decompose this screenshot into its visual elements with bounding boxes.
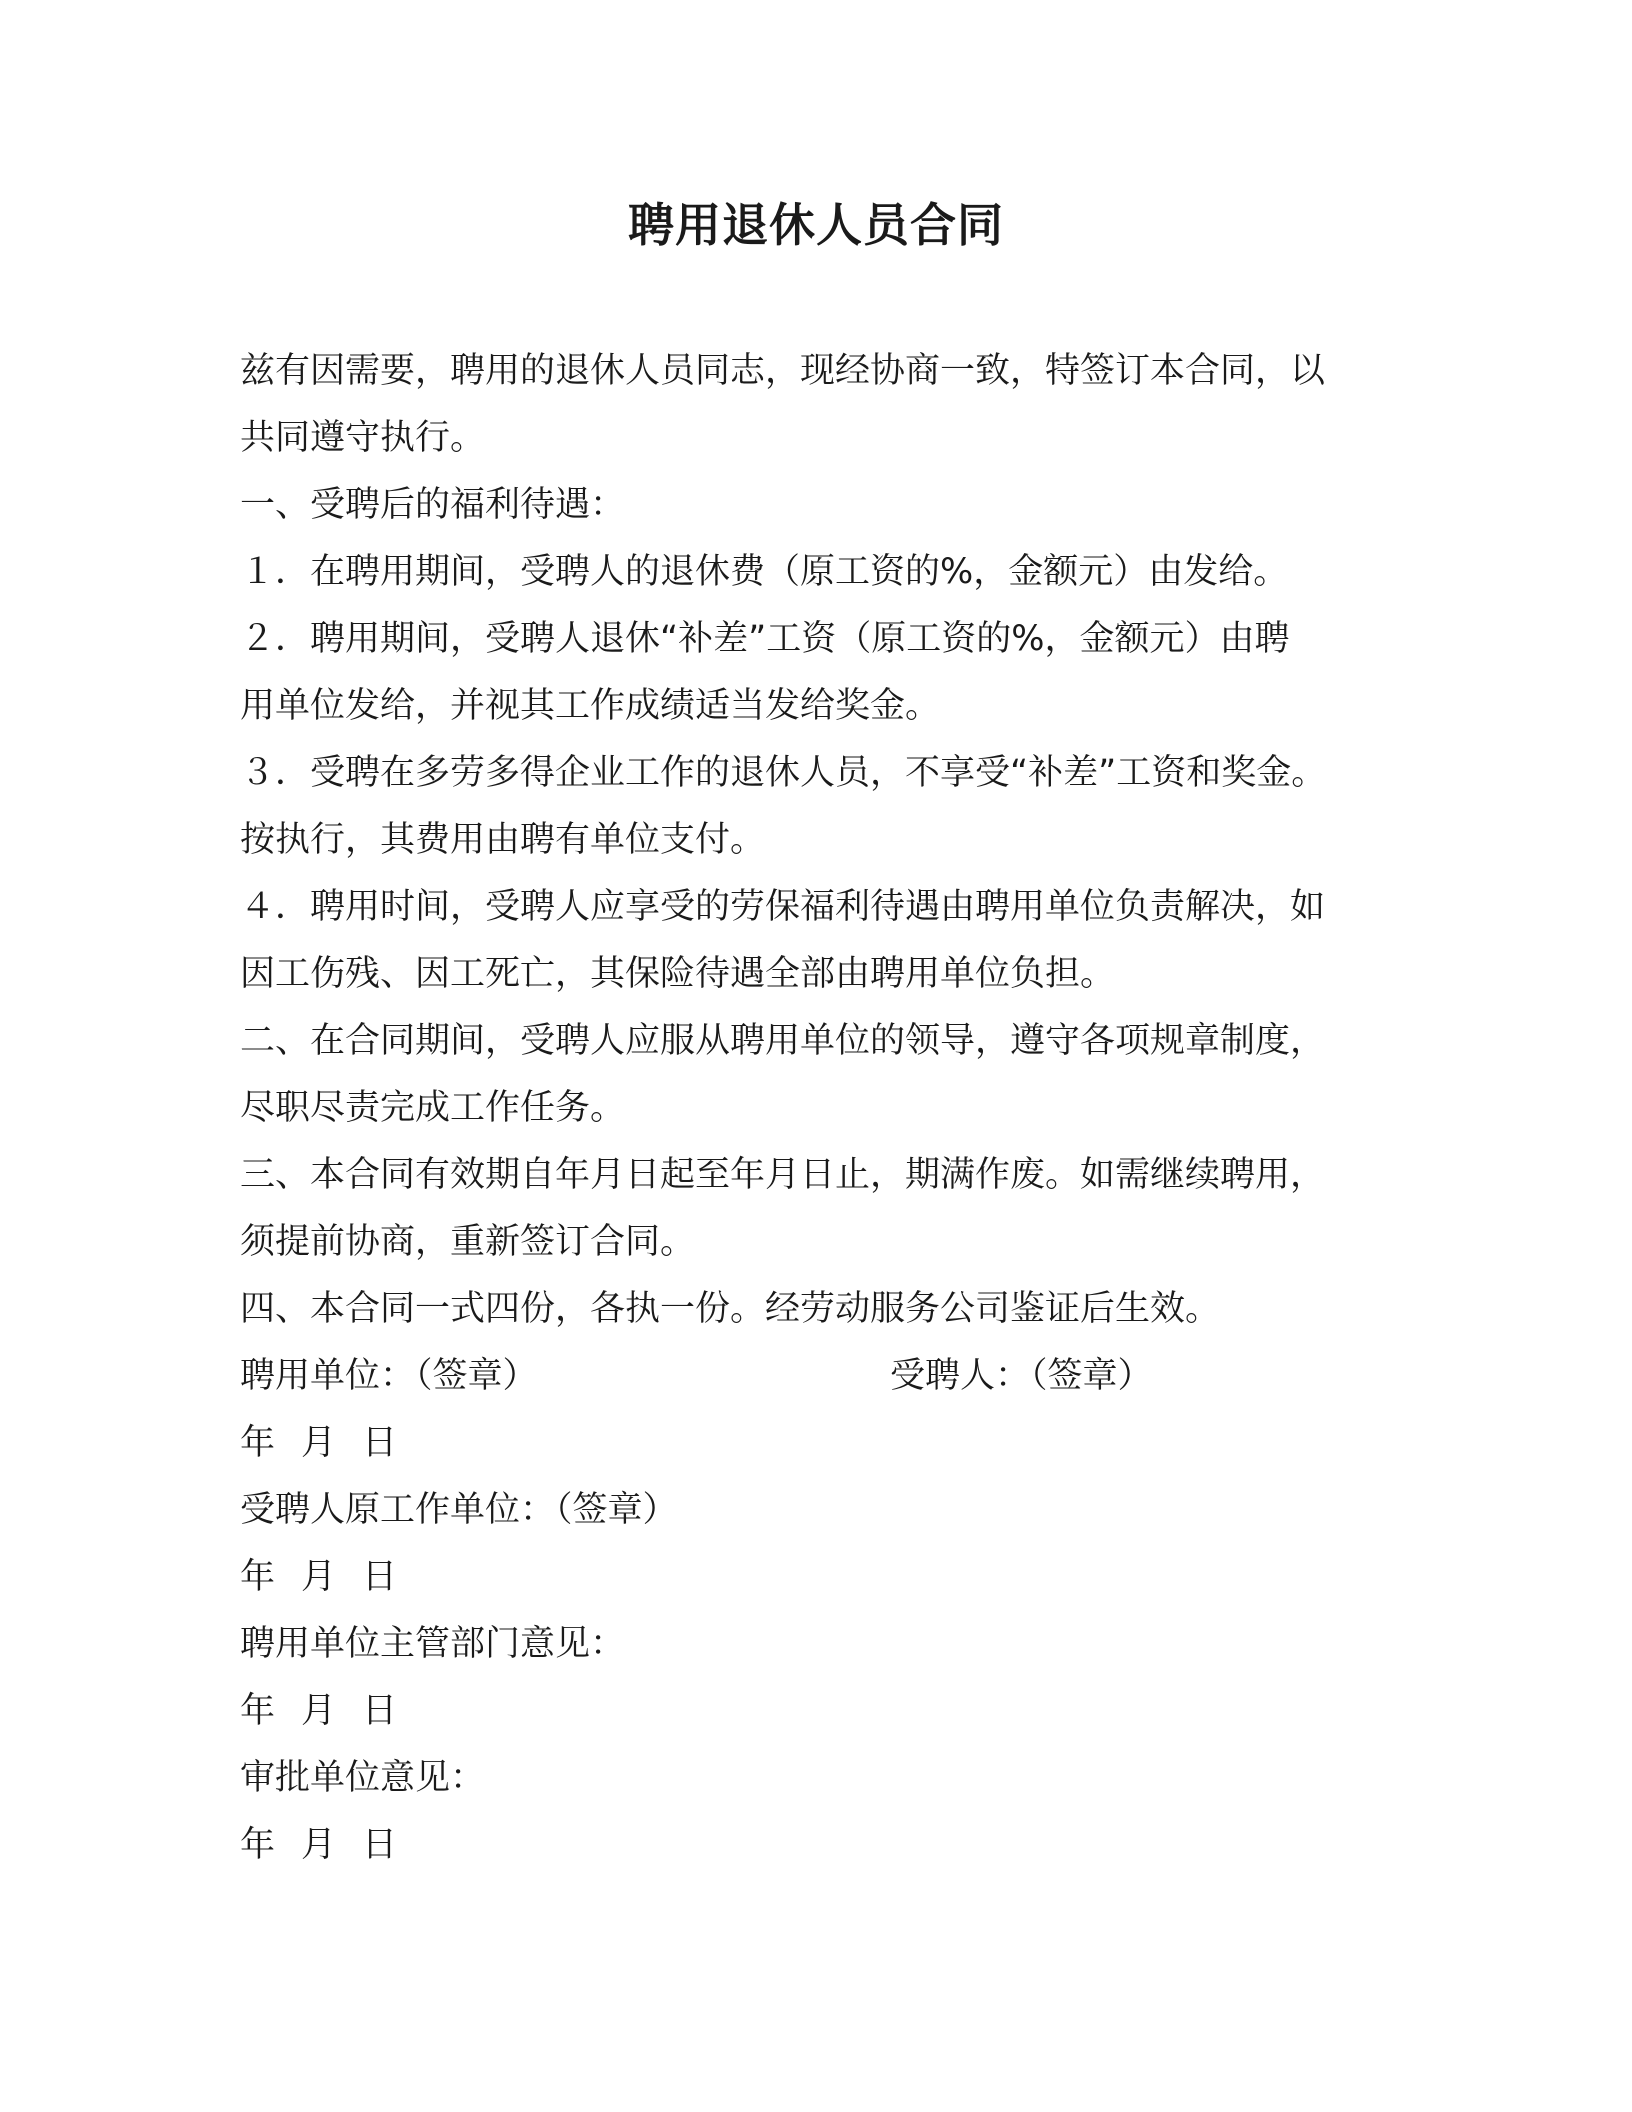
date-line-3 <box>240 1678 1400 1745</box>
employer-signature-label: 聘用单位：（签章） <box>240 1356 538 1396</box>
item-4-line-2: 因工伤残、因工死亡，其保险待遇全部由聘用单位负担。 <box>240 954 1116 994</box>
date-day: 日 <box>362 1557 398 1597</box>
section-2-line-1: 二、在合同期间，受聘人应服从聘用单位的领导，遵守各项规章制度， <box>240 1021 1326 1061</box>
intro-line-2: 共同遵守执行。 <box>240 418 486 458</box>
date-month: 月 <box>301 1825 337 1865</box>
section-3-line-2: 须提前协商，重新签订合同。 <box>240 1222 696 1262</box>
item-3-line-2: 按执行，其费用由聘有单位支付。 <box>240 820 766 860</box>
date-month: 月 <box>301 1423 337 1463</box>
original-employer-signature-label: 受聘人原工作单位：（签章） <box>240 1490 678 1530</box>
approval-opinion-label: 审批单位意见： <box>240 1758 486 1798</box>
intro-line-1: 兹有因需要，聘用的退休人员同志，现经协商一致，特签订本合同，以 <box>240 351 1326 391</box>
document-body <box>240 338 1400 1879</box>
item-4-line-1: ４．聘用时间，受聘人应享受的劳保福利待遇由聘用单位负责解决，如 <box>240 887 1326 927</box>
date-line-1 <box>240 1410 1400 1477</box>
section-4: 四、本合同一式四份，各执一份。经劳动服务公司鉴证后生效。 <box>240 1289 1221 1329</box>
signature-row <box>240 1343 1400 1410</box>
date-line-4 <box>240 1812 1400 1879</box>
item-2-line-2: 用单位发给，并视其工作成绩适当发给奖金。 <box>240 686 941 726</box>
item-3-line-1: ３．受聘在多劳多得企业工作的退休人员，不享受“补差”工资和奖金。 <box>240 753 1327 793</box>
employee-signature-label: 受聘人：（签章） <box>890 1356 1153 1396</box>
date-year: 年 <box>240 1423 276 1463</box>
date-month: 月 <box>301 1691 337 1731</box>
item-2-line-1: ２．聘用期间，受聘人退休“补差”工资（原工资的%，金额元）由聘 <box>240 619 1290 659</box>
date-year: 年 <box>240 1557 276 1597</box>
section-2-line-2: 尽职尽责完成工作任务。 <box>240 1088 626 1128</box>
date-year: 年 <box>240 1691 276 1731</box>
document-title: 聘用退休人员合同 <box>628 198 1004 252</box>
date-day: 日 <box>362 1691 398 1731</box>
date-year: 年 <box>240 1825 276 1865</box>
section-1-heading: 一、受聘后的福利待遇： <box>240 485 626 525</box>
section-3-line-1: 三、本合同有效期自年月日起至年月日止，期满作废。如需继续聘用， <box>240 1155 1326 1195</box>
date-line-2 <box>240 1544 1400 1611</box>
date-day: 日 <box>362 1825 398 1865</box>
dept-opinion-label: 聘用单位主管部门意见： <box>240 1624 626 1664</box>
date-day: 日 <box>362 1423 398 1463</box>
date-month: 月 <box>301 1557 337 1597</box>
item-1: １．在聘用期间，受聘人的退休费（原工资的%，金额元）由发给。 <box>240 552 1289 592</box>
